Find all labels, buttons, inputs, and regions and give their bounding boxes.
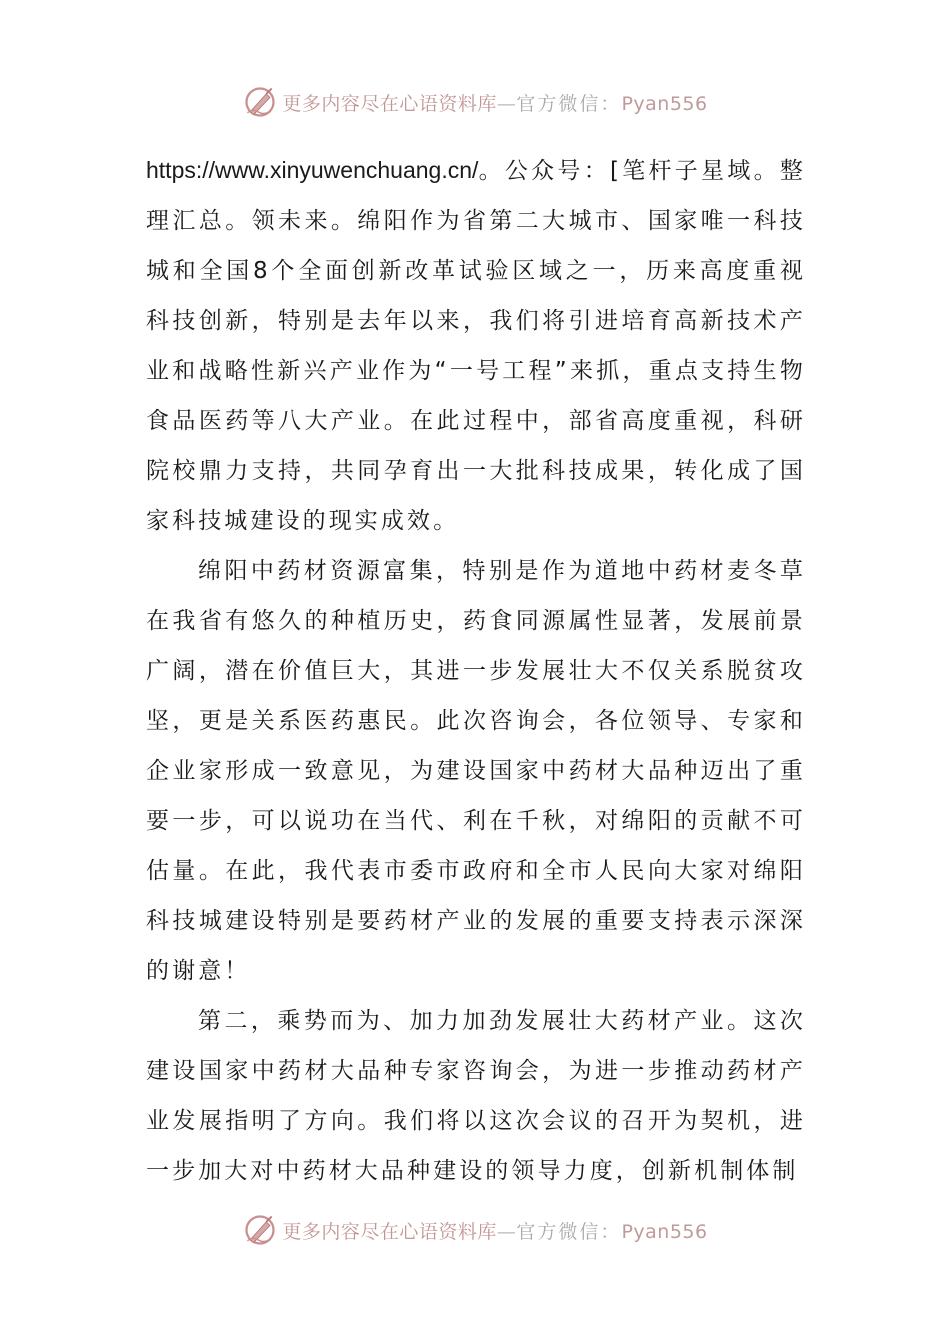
paragraph-1: [146, 145, 806, 546]
header-watermark-banner: [0, 82, 950, 122]
paragraph-2: 绵阳中药材资源富集，特别是作为道地中药材麦冬草在我省有悠久的种植历史，药食同源属性显著，发展前景广阔，潜在价值巨大，其进一步发展壮大不仅关系脱贫攻坚，更是关系医药惠民。此次咨询会，各位领导、专家和企业家形成一致意见，为建设国家中药材大品种迈出了重要一步，可以说功在当代、利在千秋，对绵阳的贡献不可估量。在此，我代表市委市政府和全市人民向大家对绵阳科技城建设特别是要药材产业的发展的重要支持表示深深的谢意！: [146, 558, 806, 984]
banner-dash: —: [496, 92, 517, 115]
document-body: [146, 145, 806, 1196]
banner-wechat-label: 官方微信：: [516, 1220, 622, 1243]
footer-watermark-banner: [0, 1210, 950, 1250]
banner-site-text: 更多内容尽在心语资料库: [282, 1220, 497, 1243]
paragraph-3: 第二，乘势而为、加力加劲发展壮大药材产业。这次建设国家中药材大品种专家咨询会，为进一步推动药材产业发展指明了方向。我们将以这次会议的召开为契机，进一步加大对中药材大品种建设的领导力度，创新机制体制: [146, 1008, 806, 1184]
pen-logo-icon: [242, 1212, 278, 1248]
paragraph-1-text: 。公众号：[笔杆子星域。整理汇总。领未来。绵阳作为省第二大城市、国家唯一科技城和全国8个全面创新改革试验区域之一，历来高度重视科技创新，特别是去年以来，我们将引进培育高新技术产业和战略性新兴产业作为“一号工程”来抓，重点支持生物食品医药等八大产业。在此过程中，部省高度重视，科研院校鼎力支持，共同孕育出一大批科技成果，转化成了国家科技城建设的现实成效。: [146, 158, 806, 534]
banner-wechat-id: Pyan556: [621, 92, 708, 115]
banner-wechat-label: 官方微信：: [516, 92, 622, 115]
banner-dash: —: [496, 1220, 517, 1243]
banner-wechat-id: Pyan556: [621, 1220, 708, 1243]
pen-logo-icon: [242, 84, 278, 120]
banner-text: [282, 1217, 707, 1244]
banner-text: [282, 89, 707, 116]
source-url-text: https://www.xinyuwenchuang.cn/: [146, 157, 479, 183]
banner-site-text: 更多内容尽在心语资料库: [282, 92, 497, 115]
